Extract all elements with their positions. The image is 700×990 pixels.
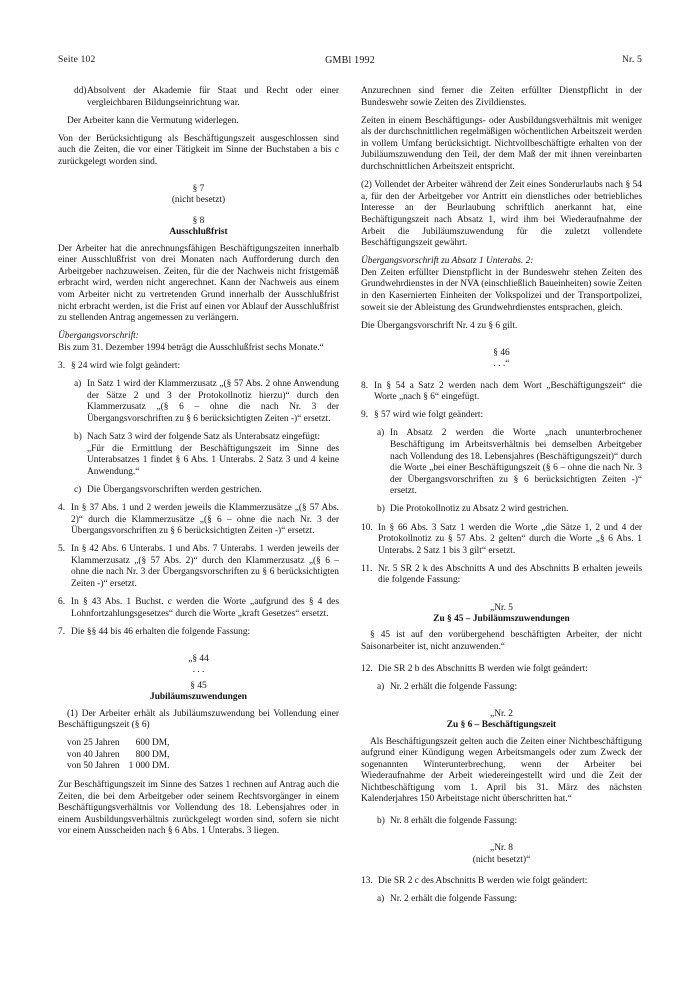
- list-text: § 57 wird wie folgt geändert:: [374, 410, 484, 421]
- list-text: Nr. 2 erhält die folgende Fassung:: [390, 894, 518, 905]
- list-marker: 12.: [361, 663, 373, 674]
- left-column: [58, 86, 339, 946]
- list-text: Die §§ 44 bis 46 erhalten die folgende Fassung:: [71, 626, 251, 637]
- issue-number: Nr. 5: [622, 55, 642, 65]
- list-marker: a): [377, 428, 385, 439]
- amount-cell: 1 000 DM.: [128, 761, 170, 772]
- heading-nr-8: „Nr. 8: [490, 843, 513, 854]
- list-marker: 9.: [361, 410, 369, 421]
- list-marker: 7.: [58, 626, 66, 637]
- list-text: Absolvent der Akademie für Staat und Recht oder einer vergleichbaren Bildungseinrichtung war.: [87, 86, 339, 108]
- list-marker: b): [74, 432, 82, 442]
- list-marker: 13.: [361, 875, 373, 886]
- paragraph-ausschlussfrist: Der Arbeiter hat die anrechnungsfähigen Beschäftigungszeiten innerhalb einer Ausschlußfrist von drei Monaten nach Aufforderung durch den Arbeitgeber nachzuweisen. Zeiten, für die der Nachweis nicht fristgemäß erbracht wird, werden nicht angerechnet. Kann der Nachweis aus einem vom Arbeiter nicht zu vertretenden Grund innerhalb der Ausschlußfrist nicht erbracht werden, ist die Frist auf einen vor Ablauf der Ausschlußfrist zu stellenden Antrag angemessen zu verlängern.: [58, 243, 339, 324]
- paragraph-45-abs1: (1) Der Arbeiter erhält als Jubiläumszuwendung bei Vollendung einer Beschäftigungszeit (§ 6): [58, 708, 339, 731]
- list-marker: a): [74, 379, 82, 390]
- list-marker: 4.: [58, 502, 66, 513]
- list-item-10: [361, 523, 642, 558]
- heading-paragraph-45-title: Jubiläumszuwendungen: [150, 692, 247, 703]
- amount-cell: 600 DM,: [135, 738, 170, 749]
- heading-paragraph-7: § 7: [192, 184, 205, 195]
- list-item-13a: [377, 894, 642, 906]
- list-item-9: [361, 410, 642, 422]
- list-text: Die Übergangsvorschriften werden gestrichen.: [87, 484, 262, 495]
- heading-nr-8-subtitle: (nicht besetzt)“: [472, 854, 531, 865]
- list-item-3: [58, 361, 339, 373]
- heading-paragraph-46-dots: . . .“: [493, 359, 510, 370]
- list-item-3a: [74, 379, 339, 425]
- page-number-left: Seite 102: [58, 55, 96, 65]
- list-marker: 5.: [58, 544, 66, 555]
- paragraph-uebergangsvorschrift-abs1: Den Zeiten erfüllter Dienstpflicht in der Bundeswehr stehen Zeiten des Grundwehrdienstes in der NVA (einschließlich Baueinheiten) sowie Zeiten in den Kasernierten Einheiten der Volkspolizei und der Transportpolizei, soweit sie der Ableistung des Grundwehrdienstes entsprachen, gleich.: [361, 267, 642, 313]
- list-text: In § 66 Abs. 3 Satz 1 werden die Worte „die Sätze 1, 2 und 4 der Protokollnotiz zu § 57 Abs. 2 gelten“ durch die Worte „§ 6 Abs. 1 Unterabs. 2 Satz 1 bis 3 gilt“ ersetzt.: [378, 522, 642, 556]
- list-text: In Satz 1 wird der Klammerzusatz „(§ 57 Abs. 2 ohne Anwendung der Sätze 2 und 3 der Protokollnotiz hierzu)“ durch den Klammerzusatz „(§ 6 – ohne die nach Nr. 3 der Übergangsvorschriften zu § 6 berücksichtigten Zeiten -)“ ersetzt.: [87, 379, 339, 424]
- heading-nr-2: „Nr. 2: [490, 708, 513, 719]
- list-item-11: [361, 564, 642, 587]
- list-text: In § 43 Abs. 1 Buchst. c werden die Worte „aufgrund des § 4 des Lohnfortzahlungsgesetzes“ durch die Worte „kraft Gesetzes“ ersetzt.: [71, 597, 339, 619]
- list-item-8: [361, 381, 642, 404]
- paragraph-uebergangsvorschrift: Bis zum 31. Dezember 1994 beträgt die Ausschlußfrist sechs Monate.“: [58, 342, 324, 353]
- list-item-7: [58, 627, 339, 639]
- list-item-12b: [377, 816, 642, 828]
- list-text: Nr. 2 erhält die folgende Fassung:: [390, 681, 518, 692]
- list-text: In § 54 a Satz 2 werden nach dem Wort „Beschäftigungszeit“ die Worte „nach § 6“ eingefügt.: [374, 380, 642, 403]
- list-item-6: [58, 597, 339, 620]
- heading-paragraph-45: § 45: [190, 680, 207, 691]
- heading-nr-5: „Nr. 5: [490, 602, 513, 613]
- list-text: In Absatz 2 werden die Worte „nach ununterbrochener Beschäftigung im Arbeitsverhältnis bei demselben Arbeitgeber nach Vollendung des 18. Lebensjahres (Beschäftigungszeit)“ durch die Worte „bei einer Beschäftigungszeit (§ 6 – ohne die nach Nr. 3 der Übergangsvorschriften zu § 6 berücksichtigten Zeiten -)“ ersetzt.: [390, 428, 642, 497]
- list-item-3b: [74, 432, 339, 444]
- list-marker: 8.: [361, 380, 369, 391]
- list-marker: c): [74, 484, 82, 495]
- list-text: Nr. 5 SR 2 k des Abschnitts A und des Abschnitts B erhalten jeweils die folgende Fassung:: [378, 563, 642, 586]
- list-marker: a): [377, 894, 385, 905]
- paragraph-beruecksichtigung: Von der Berücksichtigung als Beschäftigungszeit ausgeschlossen sind auch die Zeiten, die vor einer Tätigkeit im Sinne der Buchstaben a bis c zurückgelegt worden sind.: [58, 133, 339, 167]
- paragraph-nr-5: § 45 ist auf den vorübergehend beschäftigten Arbeiter, der nicht Saisonarbeiter ist, nicht anzuwenden.“: [361, 630, 642, 652]
- list-text: Nach Satz 3 wird der folgende Satz als Unterabsatz eingefügt:: [87, 432, 320, 442]
- table-body: [67, 738, 169, 773]
- list-text: Die SR 2 b des Abschnitts B werden wie folgt geändert:: [378, 663, 588, 674]
- list-marker: 3.: [58, 361, 66, 372]
- label-uebergangsvorschrift-abs1: Übergangsvorschrift zu Absatz 1 Unterabs. 2:: [361, 256, 534, 267]
- list-item-dd: [74, 86, 339, 109]
- two-column-body: [58, 86, 642, 946]
- list-text: Die Protokollnotiz zu Absatz 2 wird gestrichen.: [390, 504, 569, 515]
- list-marker: b): [377, 816, 385, 827]
- heading-paragraph-46: § 46: [493, 347, 510, 358]
- journal-title: GMBl 1992: [325, 55, 375, 66]
- paragraph-abs2: (2) Vollendet der Arbeiter während der Zeit eines Sonderurlaubs nach § 54 a, für den der Arbeitgeber vor Antritt ein dienstliches oder betriebliches Interesse an der Beurlaubung schriftlich anerkannt hat, eine Bechäftigungszeit nach Absatz 1, wird ihm bei Wiederaufnahme der Arbeit die Jubiläumszuwendung für die zuletzt vollendete Beschäftigungszeit gewährt.: [361, 180, 642, 249]
- right-column: [361, 86, 642, 946]
- paragraph-vermutung: Der Arbeiter kann die Vermutung widerlegen.: [67, 115, 239, 126]
- table-row: [67, 750, 169, 762]
- list-text: Die SR 2 c des Abschnitts B werden wie folgt geändert:: [378, 875, 588, 886]
- list-marker: 6.: [58, 597, 66, 608]
- list-text: Nr. 8 erhält die folgende Fassung:: [390, 816, 518, 827]
- years-cell: von 40 Jahren: [67, 749, 120, 760]
- list-item-13: [361, 876, 642, 888]
- heading-paragraph-44-dots: . . .: [192, 665, 205, 676]
- running-head: [58, 55, 642, 65]
- list-text: In § 42 Abs. 6 Unterabs. 1 und Abs. 7 Unterabs. 1 werden jeweils der Klammerzusatz „(§ 57 Abs. 2)“ durch den Klammerzusatz „(§ 6 – ohne die nach Nr. 3 der Übergangsvorschriften zu § 6 berücksichtigten Zeiten -)“ ersetzt.: [71, 544, 339, 590]
- heading-paragraph-8-title: Ausschlußfrist: [169, 227, 228, 238]
- list-marker: dd): [74, 86, 87, 96]
- heading-paragraph-8: § 8: [192, 215, 205, 226]
- quote-text: „Für die Ermittlung der Beschäftigungszeit im Sinne des Unterabsatzes 1 findet § 6 Abs. 1 Unterabs. 2 Satz 3 und 4 keine Anwendung.“: [87, 443, 339, 477]
- paragraph-uebergangsvorschrift-gilt: Die Übergangsvorschrift Nr. 4 zu § 6 gilt.: [361, 320, 518, 331]
- heading-nr-2-title: Zu § 6 – Beschäftigungszeit: [446, 720, 557, 731]
- list-item-12: [361, 664, 642, 676]
- list-item-5: [58, 544, 339, 590]
- paragraph-zeiten: Zeiten in einem Beschäftigungs- oder Ausbildungsverhältnis mit weniger als der durchschnittlichen regelmäßigen wöchentlichen Arbeitszeit werden in vollem Umfang berücksichtigt. Nichtvollbeschäftigte erhalten von der Jubiläumszuwendung den Teil, der dem Maß der mit ihnen vereinbarten durchschnittlichen Arbeitszeit entspricht.: [361, 115, 642, 173]
- list-item-9b: [377, 504, 642, 516]
- list-marker: b): [377, 504, 385, 515]
- years-cell: von 50 Jahren: [67, 761, 120, 772]
- table-row: [67, 761, 169, 773]
- heading-nr-5-title: Zu § 45 – Jubiläumszuwendungen: [433, 613, 570, 624]
- list-text: § 24 wird wie folgt geändert:: [71, 361, 181, 372]
- list-item-4: [58, 503, 339, 538]
- paragraph-anzurechnen: Anzurechnen sind ferner die Zeiten erfüllter Dienstpflicht in der Bundeswehr sowie Zeiten des Zivildienstes.: [361, 86, 642, 108]
- list-item-3c: [74, 485, 339, 497]
- table-row: [67, 738, 169, 750]
- heading-paragraph-7-subtitle: (nicht besetzt): [171, 195, 226, 206]
- list-marker: 11.: [361, 563, 373, 574]
- jubilee-amounts-table: [67, 738, 169, 773]
- list-item-9a: [377, 428, 642, 498]
- list-marker: 10.: [361, 522, 373, 533]
- quote-3b: [74, 444, 339, 479]
- paragraph-45-zur-beschaeftigungszeit: Zur Beschäftigungszeit im Sinne des Satzes 1 rechnen auf Antrag auch die Zeiten, die bei dem Arbeitgeber oder seinem Rechtsvorgänger in einem Beschäftigungsverhältnis vor Vollendung des 18. Lebensjahres oder in einem Ausbildungsverhältnis zurückgelegt worden sind, sofern sie nicht vor einem Ausscheiden nach § 6 Abs. 1 Unterabs. 3 liegen.: [58, 780, 339, 837]
- paragraph-nr-2: Als Beschäftigungszeit gelten auch die Zeiten einer Nichtbeschäftigung aufgrund einer Kündigung wegen Arbeitsmangels oder zum Zweck der sogenannten Winterunterbrechung, wenn der Arbeiter bei Wiederaufnahme der Arbeit wiedereingestellt wird und die Zeit der Nichtbeschäftigung vom 1. April bis 31. März des nächsten Kalenderjahres 150 Arbeitstage nicht überschritten hat.“: [361, 736, 642, 805]
- label-uebergangsvorschrift: Übergangsvorschrift:: [58, 331, 139, 342]
- years-cell: von 25 Jahren: [67, 738, 120, 749]
- list-item-12a: [377, 682, 642, 694]
- amount-cell: 800 DM,: [135, 749, 170, 760]
- heading-paragraph-44: „§ 44: [188, 653, 209, 664]
- list-marker: a): [377, 681, 385, 692]
- list-text: In § 37 Abs. 1 und 2 werden jeweils die Klammerzusätze „(§ 57 Abs. 2)“ durch die Klammerzusätze „(§ 6 – ohne die nach Nr. 3 der Übergangsvorschriften zu § 6 berücksichtigten Zeiten -)“ ersetzt.: [71, 502, 339, 537]
